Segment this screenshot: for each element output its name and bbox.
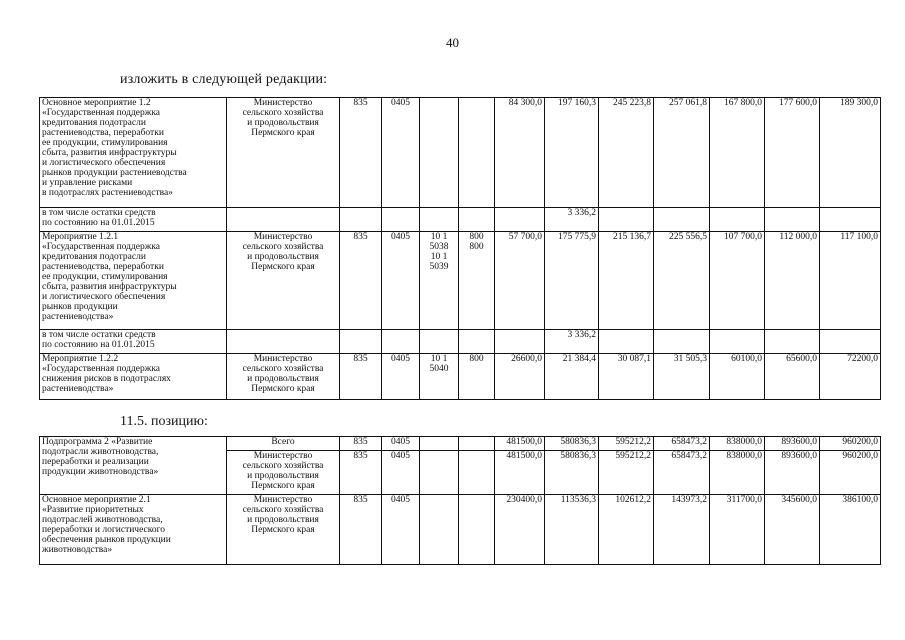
row-vr xyxy=(459,330,495,354)
row-value: 893600,0 xyxy=(765,451,820,495)
row-value: 189 300,0 xyxy=(820,98,881,208)
row-value xyxy=(599,330,654,354)
row-grbs: 835 xyxy=(340,354,382,400)
row-value: 117 100,0 xyxy=(820,232,881,330)
row-rzpr xyxy=(382,208,420,232)
row-value: 215 136,7 xyxy=(599,232,654,330)
row-value: 175 775,9 xyxy=(545,232,599,330)
row-value: 26600,0 xyxy=(495,354,545,400)
row-value: 57 700,0 xyxy=(495,232,545,330)
row-rzpr xyxy=(382,330,420,354)
row-value: 595212,2 xyxy=(599,437,654,451)
row-value xyxy=(495,330,545,354)
row-name: в том числе остатки средств по состоянию на 01.01.2015 xyxy=(40,330,227,354)
row-value: 580836,3 xyxy=(545,451,599,495)
row-value: 230400,0 xyxy=(495,495,545,565)
row-value: 893600,0 xyxy=(765,437,820,451)
row-name: Основное мероприятие 1.2 «Государственная поддержка кредитования подотрасли растениеводства, переработки ее продукции, стимулирования сбыта, развития инфраструктуры и логистического обеспечения рынков продукции растениеводства и управление рисками в подотраслях растениеводства» xyxy=(40,98,227,208)
row-name: Мероприятие 1.2.1 «Государственная поддержка кредитования подотрасли растениеводства, переработки ее продукции, стимулирования сбыта, развития инфраструктуры и логистического обеспечения рынков продукции растениеводства» xyxy=(40,232,227,330)
row-value: 658473,2 xyxy=(654,451,710,495)
row-value: 167 800,0 xyxy=(710,98,765,208)
row-value: 311700,0 xyxy=(710,495,765,565)
row-executor: Министерство сельского хозяйства и продовольствия Пермского края xyxy=(227,354,340,400)
row-vr xyxy=(459,98,495,208)
row-value: 658473,2 xyxy=(654,437,710,451)
row-grbs: 835 xyxy=(340,98,382,208)
row-rzpr: 0405 xyxy=(382,232,420,330)
row-value xyxy=(654,330,710,354)
row-rzpr: 0405 xyxy=(382,437,420,451)
row-executor: Министерство сельского хозяйства и продовольствия Пермского края xyxy=(227,232,340,330)
row-rzpr: 0405 xyxy=(382,451,420,495)
row-executor: Министерство сельского хозяйства и продовольствия Пермского края xyxy=(227,98,340,208)
row-value: 112 000,0 xyxy=(765,232,820,330)
row-value: 595212,2 xyxy=(599,451,654,495)
row-value xyxy=(599,208,654,232)
row-csr xyxy=(420,437,459,451)
row-value: 245 223,8 xyxy=(599,98,654,208)
row-value: 960200,0 xyxy=(820,437,881,451)
row-vr: 800 800 xyxy=(459,232,495,330)
row-value: 225 556,5 xyxy=(654,232,710,330)
page-number: 40 xyxy=(446,35,459,50)
table-row xyxy=(40,98,881,208)
row-rzpr: 0405 xyxy=(382,495,420,565)
row-value: 386100,0 xyxy=(820,495,881,565)
intro-text: изложить в следующей редакции: xyxy=(120,72,328,87)
row-grbs xyxy=(340,330,382,354)
row-value xyxy=(765,330,820,354)
row-value: 345600,0 xyxy=(765,495,820,565)
table-row xyxy=(40,232,881,330)
row-value: 143973,2 xyxy=(654,495,710,565)
row-csr xyxy=(420,208,459,232)
row-value: 84 300,0 xyxy=(495,98,545,208)
row-value: 197 160,3 xyxy=(545,98,599,208)
row-value xyxy=(820,208,881,232)
row-executor: Министерство сельского хозяйства и продовольствия Пермского края xyxy=(227,451,340,495)
row-value: 3 336,2 xyxy=(545,208,599,232)
row-value xyxy=(765,208,820,232)
row-csr xyxy=(420,451,459,495)
row-vr xyxy=(459,495,495,565)
table-row xyxy=(40,208,881,232)
row-value xyxy=(710,208,765,232)
row-value: 3 336,2 xyxy=(545,330,599,354)
row-value: 257 061,8 xyxy=(654,98,710,208)
row-value xyxy=(495,208,545,232)
table-row xyxy=(40,330,881,354)
row-name: Подпрограмма 2 «Развитие подотрасли животноводства, переработки и реализации продукции животноводства» xyxy=(40,437,227,495)
row-grbs: 835 xyxy=(340,495,382,565)
row-csr xyxy=(420,495,459,565)
row-value: 107 700,0 xyxy=(710,232,765,330)
table-row xyxy=(40,437,881,451)
row-executor: Всего xyxy=(227,437,340,451)
row-value xyxy=(820,330,881,354)
row-value: 21 384,4 xyxy=(545,354,599,400)
row-csr xyxy=(420,330,459,354)
row-value: 65600,0 xyxy=(765,354,820,400)
row-value: 580836,3 xyxy=(545,437,599,451)
row-name: Основное мероприятие 2.1 «Развитие приоритетных подотраслей животноводства, переработки и логистического обеспечения рынков продукции животноводства» xyxy=(40,495,227,565)
row-vr: 800 xyxy=(459,354,495,400)
row-rzpr: 0405 xyxy=(382,354,420,400)
row-value xyxy=(710,330,765,354)
row-value: 960200,0 xyxy=(820,451,881,495)
table-row xyxy=(40,495,881,565)
row-value: 481500,0 xyxy=(495,437,545,451)
row-value: 31 505,3 xyxy=(654,354,710,400)
row-grbs: 835 xyxy=(340,437,382,451)
row-name: Мероприятие 1.2.2 «Государственная поддержка снижения рисков в подотраслях растениеводства» xyxy=(40,354,227,400)
row-grbs: 835 xyxy=(340,232,382,330)
row-name: в том числе остатки средств по состоянию на 01.01.2015 xyxy=(40,208,227,232)
row-grbs xyxy=(340,208,382,232)
row-value: 481500,0 xyxy=(495,451,545,495)
row-value: 102612,2 xyxy=(599,495,654,565)
section-heading: 11.5. позицию: xyxy=(120,414,208,429)
row-value: 113536,3 xyxy=(545,495,599,565)
row-vr xyxy=(459,437,495,451)
row-vr xyxy=(459,208,495,232)
row-executor: Министерство сельского хозяйства и продовольствия Пермского края xyxy=(227,495,340,565)
table-row xyxy=(40,354,881,400)
row-rzpr: 0405 xyxy=(382,98,420,208)
row-csr: 10 1 5040 xyxy=(420,354,459,400)
row-value: 177 600,0 xyxy=(765,98,820,208)
program-table-2 xyxy=(39,436,881,565)
row-value: 60100,0 xyxy=(710,354,765,400)
row-grbs: 835 xyxy=(340,451,382,495)
program-table-1 xyxy=(39,97,881,400)
row-value xyxy=(654,208,710,232)
row-executor xyxy=(227,208,340,232)
row-executor xyxy=(227,330,340,354)
row-value: 838000,0 xyxy=(710,451,765,495)
row-csr: 10 1 5038 10 1 5039 xyxy=(420,232,459,330)
row-csr xyxy=(420,98,459,208)
row-value: 72200,0 xyxy=(820,354,881,400)
row-vr xyxy=(459,451,495,495)
row-value: 30 087,1 xyxy=(599,354,654,400)
row-value: 838000,0 xyxy=(710,437,765,451)
